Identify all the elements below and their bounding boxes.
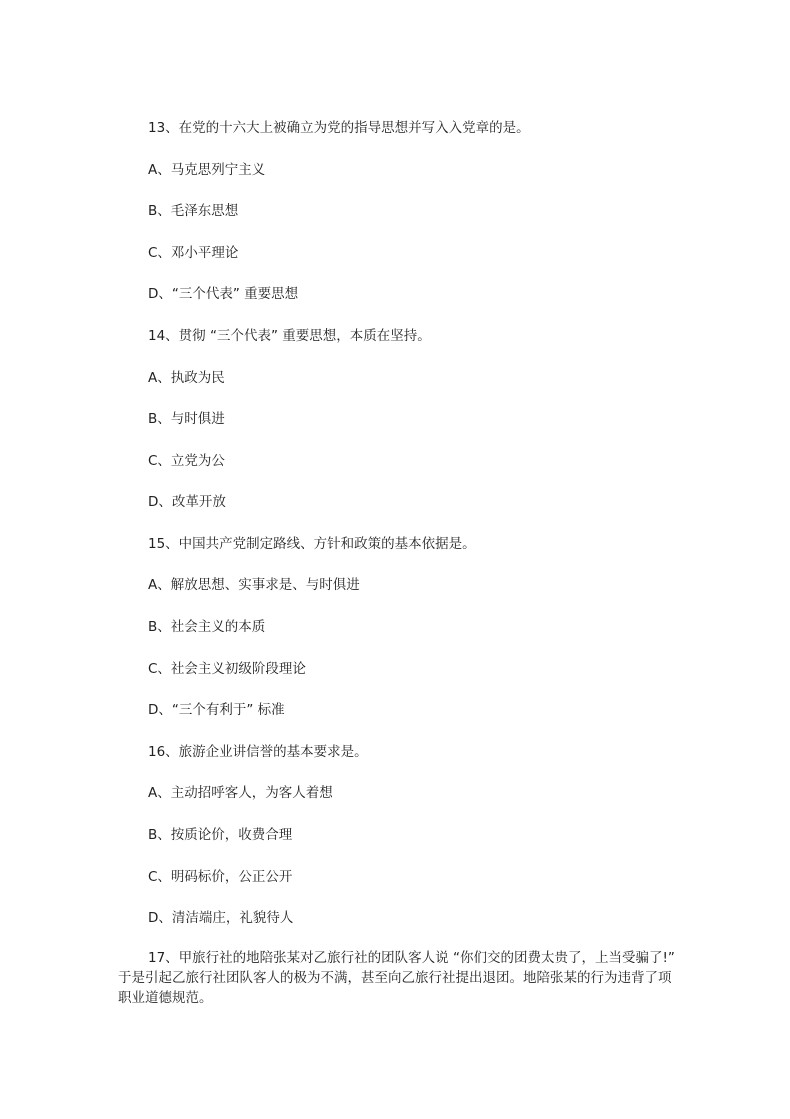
question-16-option-b: B、按质论价，收费合理: [148, 827, 293, 843]
question-16-option-d: D、清洁端庄，礼貌待人: [148, 910, 294, 926]
question-13-stem: 13、在党的十六大上被确立为党的指导思想并写入入党章的是。: [148, 120, 530, 136]
question-13-option-a: A、马克思列宁主义: [148, 162, 266, 178]
question-15-option-d: D、“三个有利于” 标准: [148, 702, 285, 718]
question-16-stem: 16、旅游企业讲信誉的基本要求是。: [148, 744, 368, 760]
question-14-option-b: B、与时俱进: [148, 411, 225, 427]
question-14-stem: 14、贯彻 “三个代表” 重要思想，本质在坚持。: [148, 328, 431, 344]
question-13-option-b: B、毛泽东思想: [148, 203, 239, 219]
question-14-option-a: A、执政为民: [148, 370, 225, 386]
question-15-option-b: B、社会主义的本质: [148, 619, 266, 635]
question-13-option-d: D、“三个代表” 重要思想: [148, 286, 299, 302]
question-14-option-d: D、改革开放: [148, 494, 226, 510]
question-13-option-c: C、邓小平理论: [148, 245, 239, 261]
question-16-option-c: C、明码标价，公正公开: [148, 869, 293, 885]
question-14-option-c: C、立党为公: [148, 453, 225, 469]
question-16-option-a: A、主动招呼客人，为客人着想: [148, 785, 333, 801]
question-17-paragraph: 17、甲旅行社的地陪张某对乙旅行社的团队客人说 “你们交的团费太贵了，上当受骗了!” 于是引起乙旅行社团队客人的极为不满，甚至向乙旅行社提出退团。地陪张某的行为违背了项职业道德规范。: [118, 950, 675, 1006]
question-15-option-a: A、解放思想、实事求是、与时俱进: [148, 577, 360, 593]
question-15-stem: 15、中国共产党制定路线、方针和政策的基本依据是。: [148, 536, 476, 552]
question-15-option-c: C、社会主义初级阶段理论: [148, 661, 306, 677]
